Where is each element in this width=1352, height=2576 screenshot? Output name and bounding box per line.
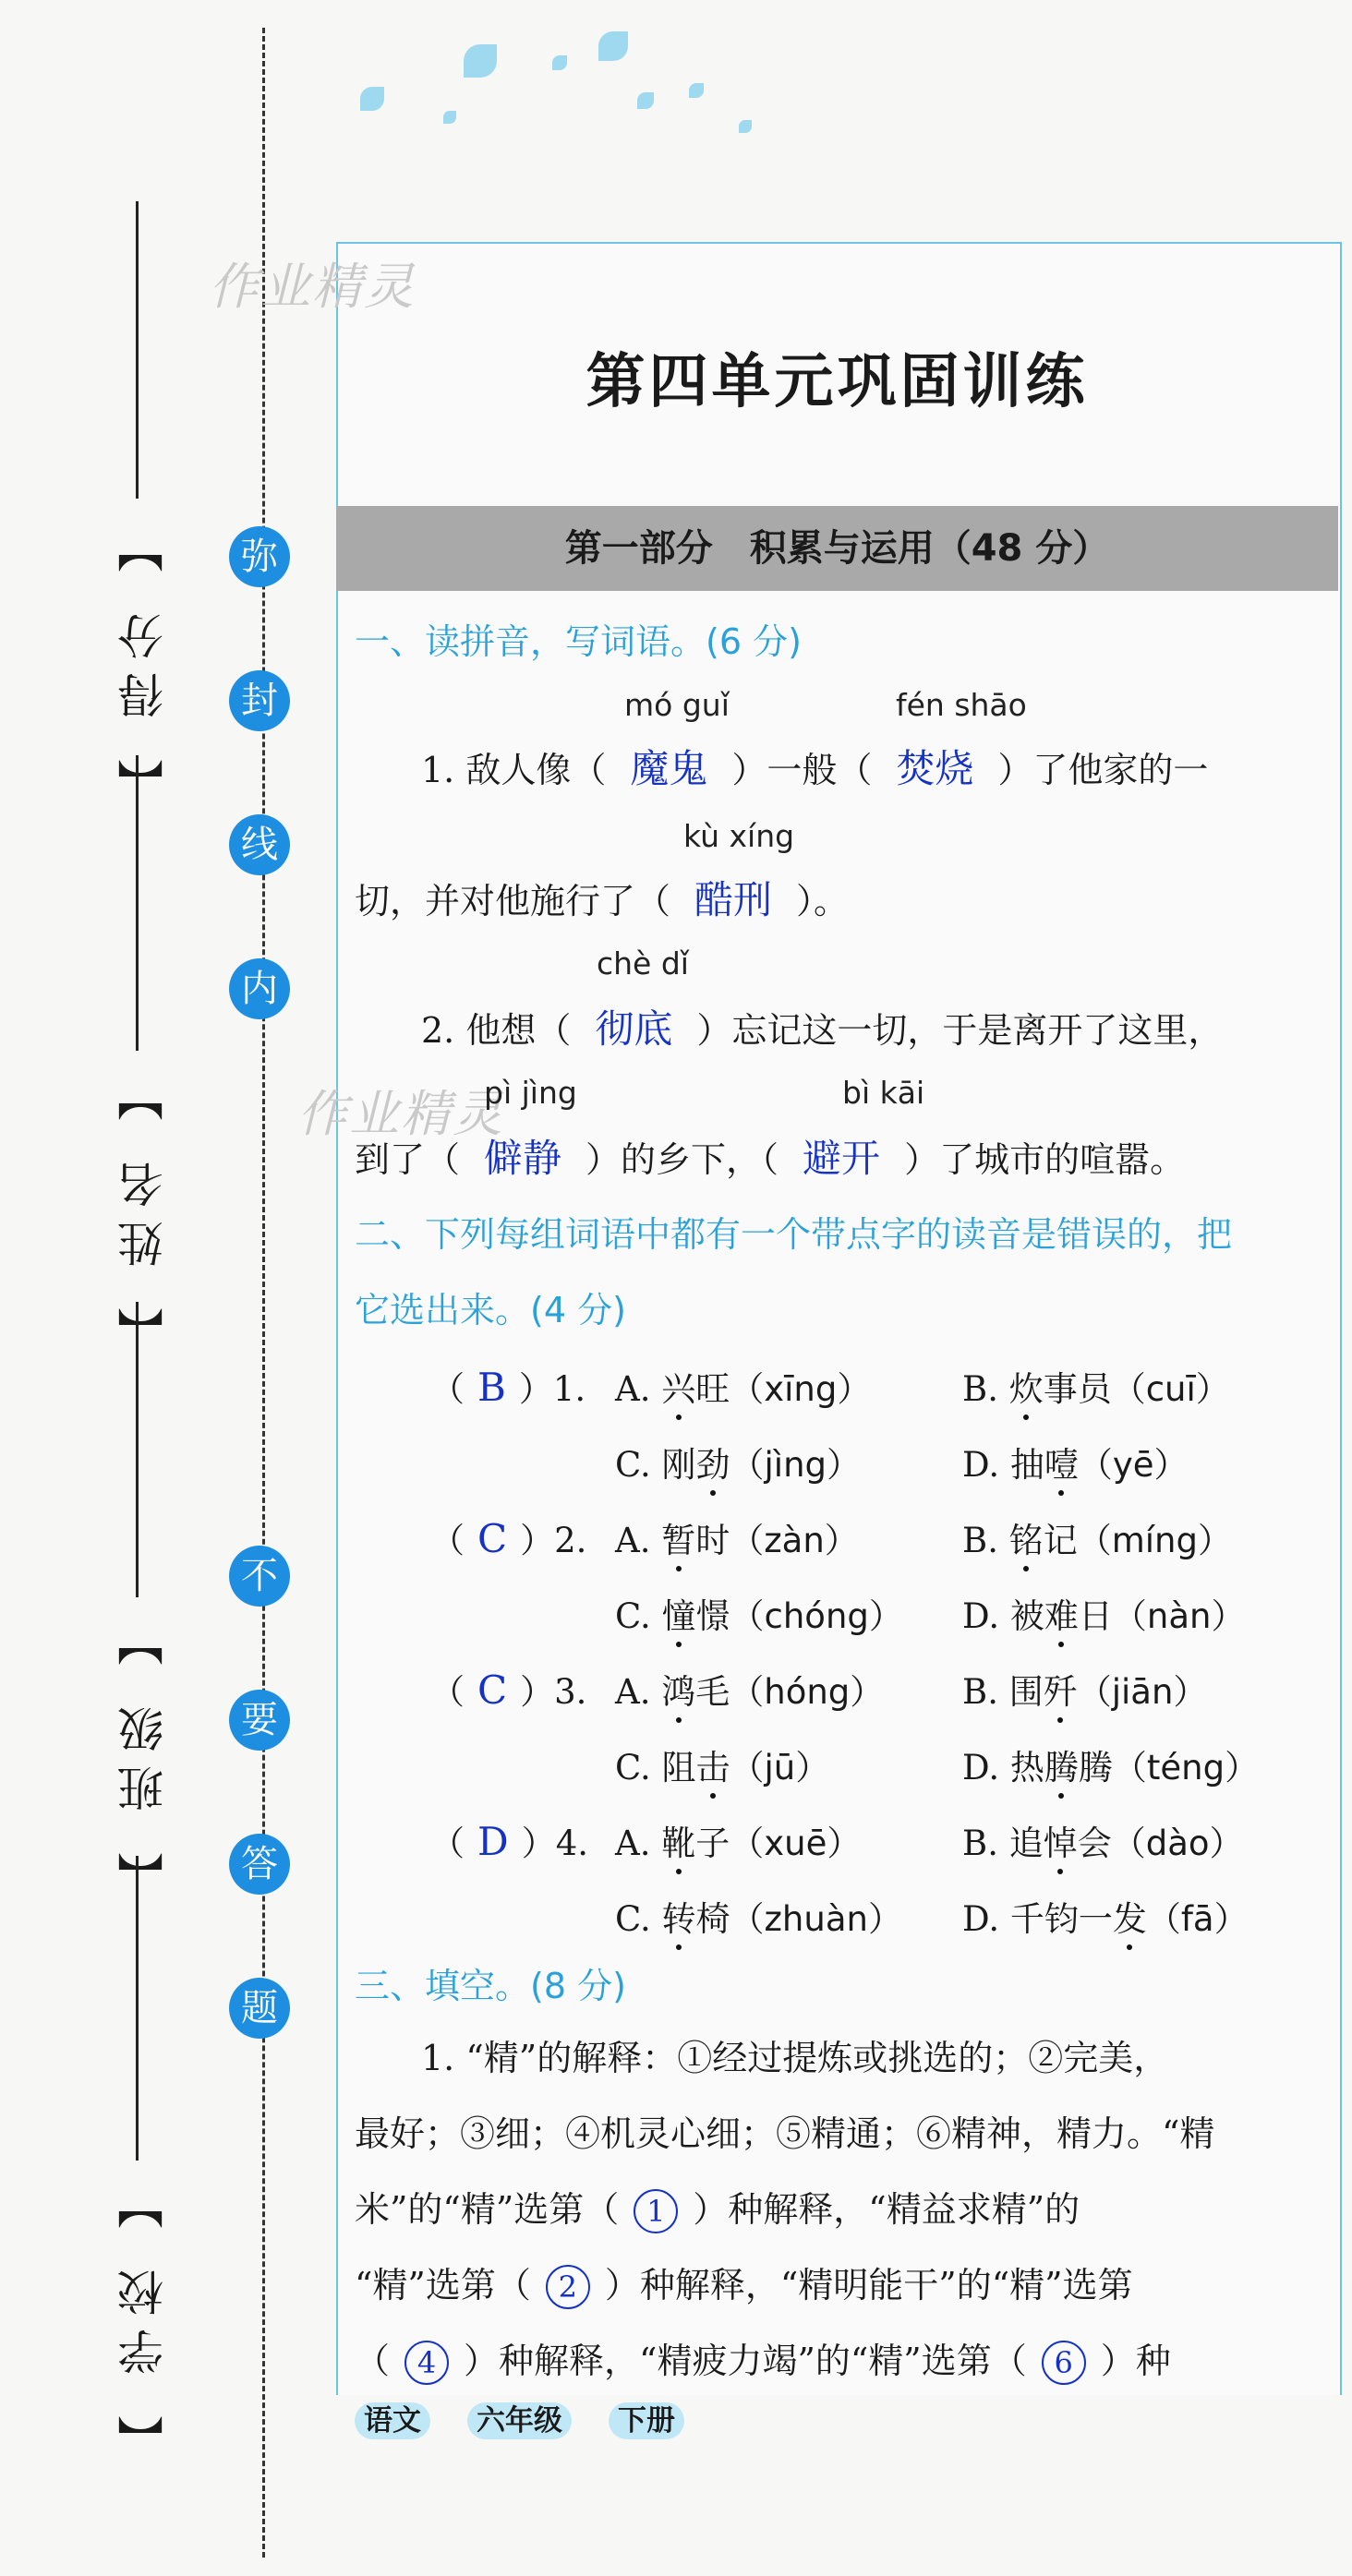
option-pinyin: （hóng） (730, 1672, 885, 1712)
text: 1. 敌人像（ (421, 750, 607, 790)
option-text: A. (615, 1824, 662, 1863)
seal-char: 不 (229, 1546, 290, 1607)
option-pinyin: （jìng） (730, 1445, 862, 1485)
choice-bracket (430, 1361, 585, 1411)
question-number: 3. (554, 1672, 587, 1712)
footer-subject: 语文 (355, 2402, 430, 2439)
option-text: A. (615, 1369, 662, 1409)
binding-dashed-line (262, 28, 265, 2558)
paren: （ (430, 1369, 465, 1409)
question-line (355, 870, 849, 925)
binding-rule (136, 201, 139, 499)
question-line (421, 999, 1223, 1054)
option-pinyin: （chóng） (730, 1596, 903, 1636)
pinyin: fén shāo (896, 687, 1027, 723)
option-pinyin: （dào） (1111, 1824, 1244, 1863)
dotted-char: 发 (1113, 1891, 1147, 1941)
footer-volume: 下册 (609, 2402, 684, 2439)
text: ）种解释，“精益求精”的 (693, 2189, 1080, 2230)
option-pinyin: （jū） (730, 1748, 830, 1788)
option-pinyin: （yē） (1078, 1445, 1189, 1485)
paren: ） (518, 1369, 553, 1409)
option-text: A. (615, 1521, 662, 1560)
circled-answer: 6 (1042, 2341, 1086, 2385)
option-a (615, 1664, 884, 1714)
question-line: 1. “精”的解释：①经过提炼或挑选的；②完美， (421, 2038, 1169, 2078)
text: 切，并对他施行了（ (355, 881, 671, 921)
question-line (355, 2332, 1171, 2385)
option-text: D. 被 (962, 1596, 1044, 1636)
option-text: 事员 (1043, 1369, 1112, 1409)
option-pinyin: （míng） (1077, 1521, 1232, 1560)
option-d (962, 1588, 1245, 1638)
choice-bracket (430, 1815, 588, 1865)
option-text: C. (615, 1899, 662, 1939)
dotted-char: 暂 (661, 1512, 695, 1562)
paren: ） (520, 1672, 555, 1712)
pinyin: pì jìng (484, 1075, 577, 1111)
option-d (962, 1739, 1259, 1789)
answer: 避开 (803, 1136, 881, 1181)
text: ）一般（ (731, 750, 873, 790)
section-heading: 三、填空。(8 分) (355, 1966, 626, 2006)
paren: （ (430, 1824, 465, 1863)
option-c (615, 1588, 903, 1638)
watermark-logo: 作业精灵 (209, 258, 416, 316)
text: “精”选第（ (355, 2265, 531, 2305)
option-c (615, 1891, 902, 1941)
option-text: D. 热 (962, 1748, 1044, 1788)
option-b (962, 1664, 1207, 1714)
paren: （ (430, 1521, 465, 1560)
pinyin: kù xíng (683, 818, 795, 854)
seal-char: 要 (229, 1690, 290, 1751)
leaf-decoration (689, 83, 704, 98)
choice-answer: C (477, 1667, 508, 1713)
dotted-char: 铭 (1009, 1512, 1044, 1562)
option-b (962, 1512, 1232, 1562)
choice-answer: C (477, 1516, 508, 1561)
section-heading: 二、下列每组词语中都有一个带点字的读音是错误的，把 (355, 1214, 1233, 1255)
option-text: 旺 (695, 1369, 730, 1409)
leaf-decoration (552, 55, 567, 70)
option-a (615, 1512, 859, 1562)
section-heading: 一、读拼音，写词语。(6 分) (355, 621, 802, 662)
footer-grade: 六年级 (467, 2402, 572, 2439)
option-text: 腾 (1078, 1748, 1113, 1788)
text: 到了（ (355, 1139, 461, 1180)
dotted-char: 劲 (696, 1437, 730, 1487)
option-pinyin: （téng） (1112, 1748, 1260, 1788)
paren: ） (520, 1521, 555, 1560)
question-line: 最好；③细；④机灵心细；⑤精通；⑥精神，精力。“精 (355, 2113, 1215, 2154)
part-heading: 第一部分 积累与运用（48 分） (336, 506, 1338, 591)
dotted-char: 腾 (1044, 1739, 1079, 1789)
choice-answer: B (477, 1365, 506, 1410)
option-text: 椅 (695, 1899, 730, 1939)
text: （ (355, 2341, 391, 2381)
dotted-char: 击 (696, 1739, 730, 1789)
option-text: C. 阻 (615, 1748, 696, 1788)
answer: 彻底 (595, 1006, 673, 1052)
school-label: 【 学校 】 (117, 2170, 171, 2462)
option-text: A. (615, 1672, 662, 1712)
pinyin: chè dǐ (597, 945, 689, 981)
dotted-char: 难 (1044, 1588, 1079, 1638)
option-c (615, 1739, 829, 1789)
text: ）忘记这一切，于是离开了这里， (696, 1010, 1224, 1051)
dotted-char: 兴 (661, 1361, 695, 1411)
leaf-decoration (443, 111, 456, 124)
option-pinyin: （xuē） (730, 1824, 862, 1863)
question-number: 4. (555, 1824, 588, 1863)
name-label: 【 姓名 】 (117, 1062, 171, 1354)
option-text: C. (615, 1596, 662, 1636)
option-b (962, 1361, 1230, 1411)
option-d (962, 1437, 1189, 1487)
option-text: 时 (695, 1521, 730, 1560)
answer: 酷刑 (694, 877, 773, 922)
text: ）的乡下，（ (585, 1139, 779, 1180)
option-text: D. 抽 (962, 1445, 1044, 1485)
dotted-char: 靴 (661, 1815, 695, 1865)
option-pinyin: （zhuàn） (730, 1899, 902, 1939)
question-line (421, 739, 1208, 794)
option-pinyin: （nàn） (1112, 1596, 1246, 1636)
option-pinyin: （xīng） (730, 1369, 872, 1409)
leaf-decoration (464, 44, 497, 78)
text: ）种解释，“精明能干”的“精”选第 (604, 2265, 1133, 2305)
choice-bracket (430, 1512, 586, 1562)
option-text: B. 围 (962, 1672, 1044, 1712)
seal-char: 弥 (229, 526, 290, 587)
option-pinyin: （jiān） (1077, 1672, 1208, 1712)
option-d (962, 1891, 1249, 1941)
option-pinyin: （fā） (1146, 1899, 1249, 1939)
option-text: 会 (1077, 1824, 1112, 1863)
option-pinyin: （zàn） (730, 1521, 859, 1560)
seal-char: 封 (229, 670, 290, 731)
circled-answer: 2 (546, 2265, 590, 2309)
option-text: B. (962, 1521, 1009, 1560)
footer (355, 2397, 721, 2438)
option-a (615, 1361, 871, 1411)
question-line (355, 2257, 1133, 2309)
dotted-char: 鸿 (661, 1664, 695, 1714)
option-text: C. 刚 (615, 1445, 696, 1485)
choice-answer: D (477, 1819, 509, 1864)
text: 米”的“精”选第（ (355, 2189, 620, 2230)
option-b (962, 1815, 1244, 1865)
text: ）种 (1100, 2341, 1171, 2381)
leaf-decoration (598, 31, 628, 61)
text: ）了城市的喧嚣。 (904, 1139, 1186, 1180)
option-a (615, 1815, 861, 1865)
answer: 僻静 (484, 1136, 562, 1181)
question-number: 2. (554, 1521, 587, 1560)
leaf-decoration (360, 87, 384, 111)
option-text: 子 (695, 1824, 730, 1863)
option-text: 记 (1043, 1521, 1078, 1560)
dotted-char: 悼 (1044, 1815, 1078, 1865)
class-label: 【 班级 】 (117, 1607, 171, 1898)
text: ）了他家的一 (997, 750, 1209, 790)
dotted-char: 憧 (662, 1588, 696, 1638)
seal-char: 线 (229, 814, 290, 875)
option-text: D. 千钧一 (962, 1899, 1113, 1939)
dotted-char: 歼 (1044, 1664, 1078, 1714)
option-pinyin: （cuī） (1111, 1369, 1230, 1409)
section-heading: 它选出来。(4 分) (355, 1290, 626, 1330)
binding-rule (136, 755, 139, 1051)
dotted-char: 炊 (1009, 1361, 1044, 1411)
option-text: 日 (1078, 1596, 1113, 1636)
option-text: B. (962, 1369, 1009, 1409)
dotted-char: 噎 (1044, 1437, 1079, 1487)
paren: （ (430, 1672, 465, 1712)
text: 2. 他想（ (421, 1010, 572, 1051)
circled-answer: 4 (404, 2341, 449, 2385)
option-text: B. 追 (962, 1824, 1044, 1863)
paren: ） (521, 1824, 556, 1863)
binding-rule (136, 1856, 139, 2161)
answer: 焚烧 (896, 746, 974, 791)
leaf-decoration (637, 92, 654, 109)
seal-char: 答 (229, 1834, 290, 1895)
question-number: 1. (552, 1369, 586, 1409)
pinyin: mó guǐ (624, 687, 730, 723)
leaf-decoration (739, 120, 752, 133)
score-label: 【 得分 】 (117, 513, 171, 805)
text: ）。 (796, 881, 850, 921)
pinyin: bì kāi (842, 1075, 925, 1111)
seal-char: 题 (229, 1978, 290, 2039)
circled-answer: 1 (634, 2189, 678, 2233)
question-line (355, 1128, 1185, 1184)
seal-char: 内 (229, 958, 290, 1019)
option-c (615, 1437, 861, 1487)
page-title: 第四单元巩固训练 (585, 348, 1089, 416)
dotted-char: 转 (662, 1891, 696, 1941)
watermark-logo: 作业精灵 (297, 1085, 504, 1143)
option-text: 毛 (695, 1672, 730, 1712)
choice-bracket (430, 1664, 586, 1714)
answer: 魔鬼 (630, 746, 708, 791)
text: ）种解释，“精疲力竭”的“精”选第（ (464, 2341, 1027, 2381)
binding-rule (136, 1302, 139, 1597)
option-text: 憬 (695, 1596, 730, 1636)
question-line (355, 2181, 1080, 2233)
